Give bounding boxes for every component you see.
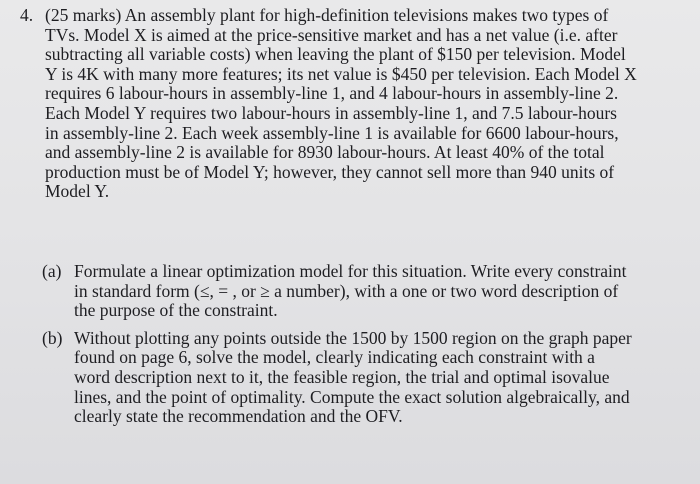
statement-line: subtracting all variable costs) when leaving the plant of $150 per television. Model [45,44,626,65]
part-label: (a) [42,261,62,281]
part-line: lines, and the point of optimality. Compute the exact solution algebraically, and [74,386,630,407]
statement-line: requires 6 labour-hours in assembly-line 1, and 4 labour-hours in assembly-line 2. [45,83,619,104]
statement-line: and assembly-line 2 is available for 8930 labour-hours. At least 40% of the total [45,142,605,163]
part-line: Without plotting any points outside the 1500 by 1500 region on the graph paper [74,327,632,348]
part-line: the purpose of the constraint. [74,300,278,321]
statement-line: in assembly-line 2. Each week assembly-line 1 is available for 6600 labour-hours, [45,122,619,143]
question-4 [20,6,680,202]
part-line: clearly state the recommendation and the OFV. [74,406,403,427]
statement-line: Model Y. [45,181,110,202]
statement-line: Each Model Y requires two labour-hours in assembly-line 1, and 7.5 labour-hours [45,102,617,123]
question-statement [45,6,680,202]
part-label: (b) [42,327,63,348]
part-line: found on page 6, solve the model, clearly indicating each constraint with a [74,347,595,368]
statement-line: (25 marks) An assembly plant for high-definition televisions makes two types of [45,5,609,25]
question-parts [42,262,670,435]
part-line: in standard form (≤, = , or ≥ a number), with a one or two word description of [74,280,619,301]
part-a [42,262,670,321]
part-line: word description next to it, the feasible region, the trial and optimal isovalue [74,366,610,387]
statement-line: production must be of Model Y; however, they cannot sell more than 940 units of [45,161,615,182]
part-b [42,329,670,427]
statement-line: Y is 4K with many more features; its net value is $450 per television. Each Model X [45,63,637,84]
part-text [74,329,670,427]
part-text [74,262,670,321]
part-line: Formulate a linear optimization model for this situation. Write every constraint [74,261,627,281]
question-number: 4. [20,5,34,25]
statement-line: TVs. Model X is aimed at the price-sensitive market and has a net value (i.e. after [45,24,618,45]
